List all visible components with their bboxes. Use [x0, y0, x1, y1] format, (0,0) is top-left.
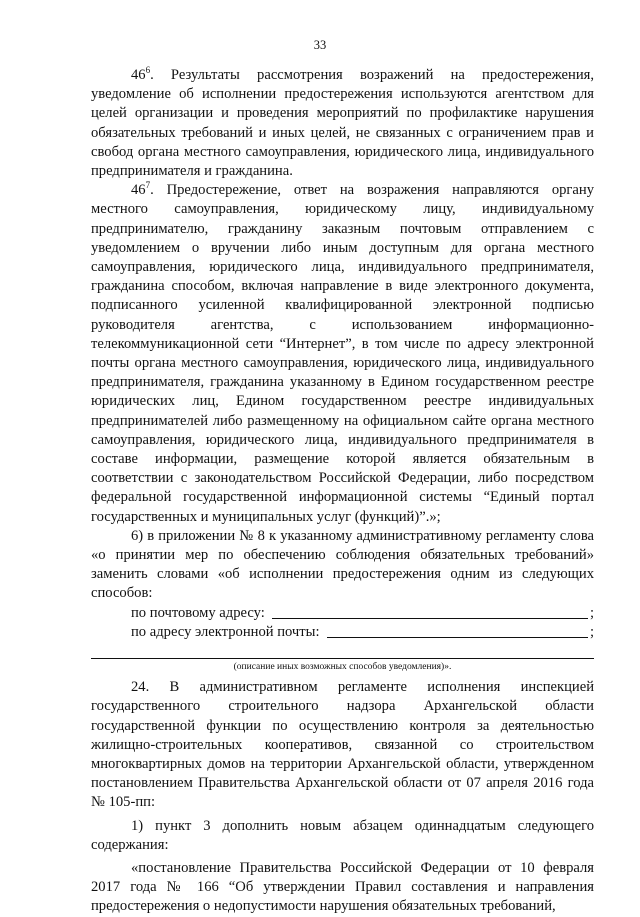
- line-end: ;: [589, 604, 594, 621]
- paragraph-number: 46: [131, 67, 146, 83]
- document-body: [91, 66, 594, 917]
- paragraph-46-7: [91, 181, 594, 527]
- paragraph-24: 24. В административном регламенте исполнения инспекцией государственного строительного надзора Архангельской области государственной функции по осуществлению контроля за деятельностью жилищно-строительных кооперативов, связанной со строительством многоквартирных домов на территории Архангельской области, утвержденном постановлением Правительства Архангельской области от 07 апреля 2016 года № 105-пп:: [91, 679, 594, 811]
- postal-address-label: по почтовому адресу:: [131, 604, 269, 621]
- paragraph-number: 46: [131, 182, 146, 199]
- paragraph-text: . Предостережение, ответ на возражения направляются органу местного самоуправления, юридическому лицу, индивидуальному предпринимателю, гражданину заказным почтовым отправлением с уведомлением о вручении либо иным доступным для органа местного самоуправления, юридического лица, индивидуального предпринимателя, гражданина способом, включая направление в виде электронного документа, подписанного усиленной квалифицированной электронной подписью руководителя агентства, с использованием информационно-телекоммуникационной сети “Интернет”, в том числе по адресу электронной почты органа местного самоуправления, юридического лица, индивидуального предпринимателя, гражданина указанному в Едином государственном реестре юридических лиц, Едином государственном реестре индивидуальных предпринимателей либо размещенному на официальном сайте органа местного самоуправления, юридического лица, индивидуального предпринимателя в составе информации, размещение которой является обязательным в соответствии с законодательством Российской Федерации, либо посредством федеральной государственной информационной системы “Единый портал государственных и муниципальных услуг (функций)”.»;: [91, 182, 594, 525]
- email-address-label: по адресу электронной почты:: [131, 623, 324, 640]
- paragraph-item-1: 1) пункт 3 дополнить новым абзацем одиннадцатым следующего содержания:: [91, 817, 594, 853]
- postal-address-line: [91, 604, 594, 623]
- superscript: 7: [145, 180, 151, 191]
- paragraph-item-6: 6) в приложении № 8 к указанному административному регламенту слова «о принятии мер по обеспечению соблюдения обязательных требований» заменить словами «об исполнении предостережения одним из следующих способов:: [91, 527, 594, 602]
- superscript: 6: [145, 65, 151, 75]
- paragraph-text: . Результаты рассмотрения возражений на предостережения, уведомление об исполнении предостережения используются агентством для целей организации и проведения мероприятий по профилактике нарушения обязательных требований и иных целей, не связанных с ограничением прав и свобод органа местного самоуправления, юридического лица, индивидуального предпринимателя и гражданина.: [91, 67, 594, 180]
- quoted-paragraph: «постановление Правительства Российской Федерации от 10 февраля 2017 года № 166 “Об утверждении Правил составления и направления предостережения о недопустимости нарушения обязательных требований,: [91, 859, 594, 915]
- other-methods-blank: [91, 644, 594, 659]
- email-address-blank: [327, 624, 588, 638]
- page-number: 33: [313, 38, 327, 52]
- line-end: ;: [589, 623, 594, 640]
- paragraph-46-6: [91, 66, 594, 181]
- email-address-line: [91, 623, 594, 642]
- blank-caption: (описание иных возможных способов уведомления)».: [233, 662, 452, 673]
- postal-address-blank: [272, 605, 588, 619]
